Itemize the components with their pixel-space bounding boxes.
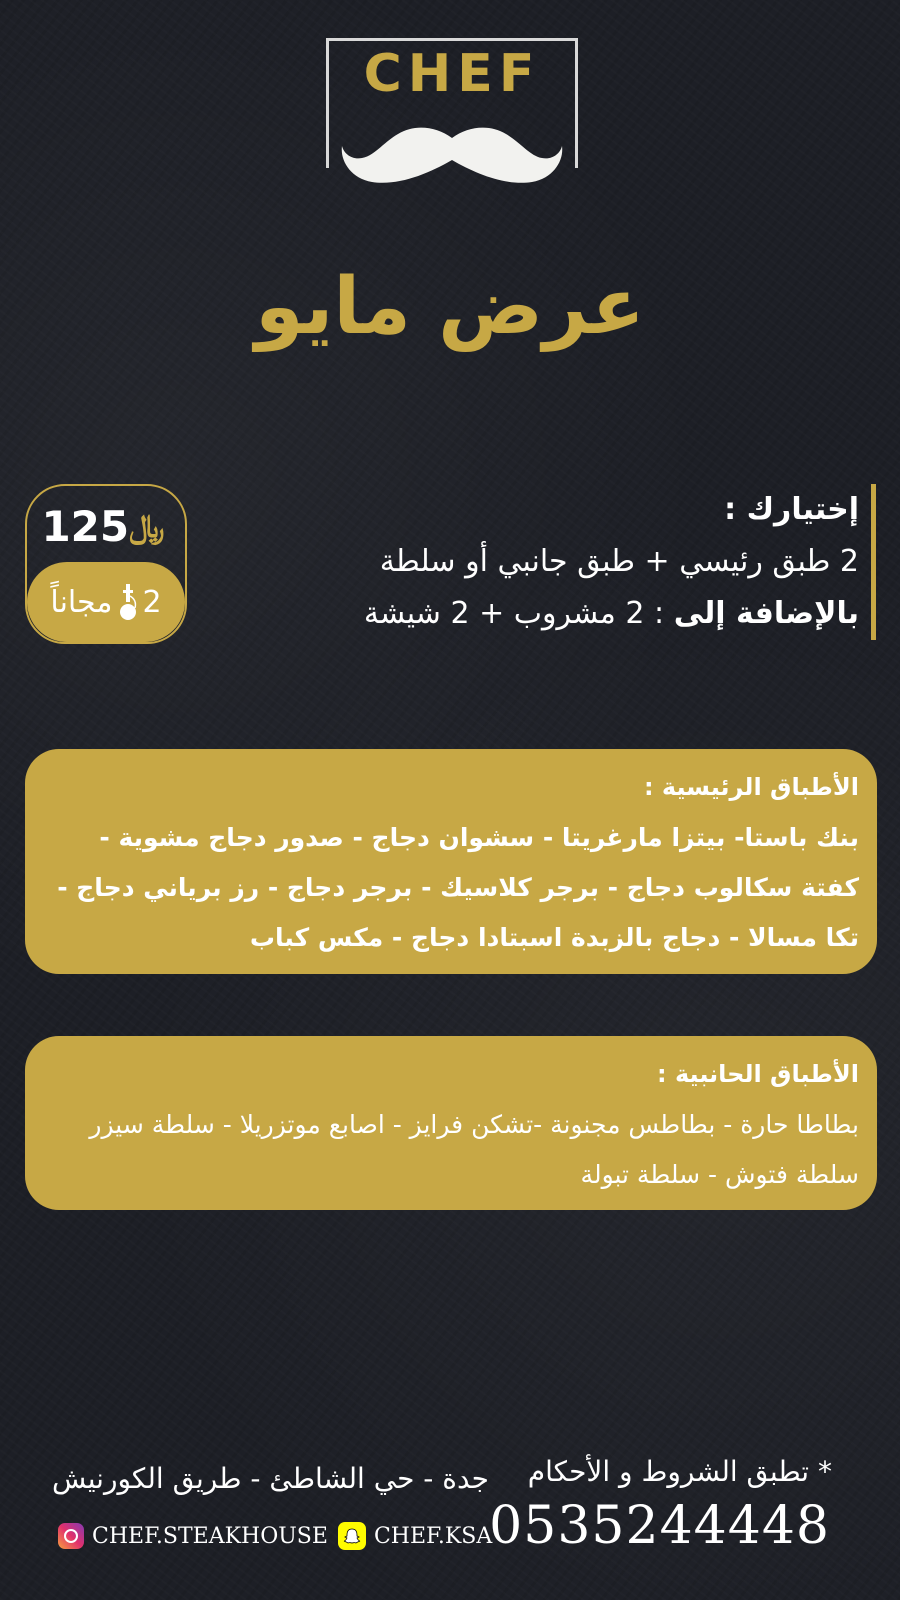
phone-number[interactable]: 0535244448: [489, 1496, 830, 1556]
free-label: مجاناً: [50, 584, 113, 620]
side-dishes-title: الأطباق الحانبية :: [657, 1060, 859, 1088]
main-dishes-list: بنك باستا- بيتزا مارغريتا - سشوان دجاج - صدور دجاج مشوية - كفتة سكالوب دجاج - برجر كلاسيك - برجر دجاج - رز برياني دجاج - تكا مسالا - دجاج بالزبدة اسبتادا دجاج - مكس كباب: [57, 823, 859, 952]
riyal-currency-icon: ﷼: [129, 506, 165, 545]
chef-logo: [326, 38, 578, 168]
hookah-icon: [117, 582, 139, 622]
free-count: 2: [142, 584, 162, 620]
price-badge: [25, 484, 187, 644]
main-dishes-box: [25, 749, 877, 974]
offer-extras: بالإضافة إلى : 2 مشروب + 2 شيشة: [363, 596, 859, 631]
price-amount: 125: [41, 501, 130, 551]
terms-note: * تطبق الشروط و الأحكام: [527, 1455, 832, 1488]
snapchat-handle: CHEF.KSA: [373, 1523, 493, 1549]
instagram-link[interactable]: [58, 1523, 328, 1549]
mustache-icon: [340, 120, 564, 190]
instagram-handle: CHEF.STEAKHOUSE: [92, 1523, 328, 1549]
snapchat-link[interactable]: [338, 1522, 492, 1550]
address: جدة - حي الشاطئ - طريق الكورنيش: [52, 1462, 489, 1495]
side-dishes-box: [25, 1036, 877, 1210]
free-hookah-badge: [27, 562, 185, 642]
offer-title: عرض مايو: [255, 262, 645, 352]
offer-choice-label: إختيارك :: [724, 492, 859, 527]
instagram-icon: [58, 1523, 84, 1549]
price-amount-row: [27, 486, 185, 566]
offer-choice-items: 2 طبق رئيسي + طبق جانبي أو سلطة: [379, 544, 859, 579]
main-dishes-title: الأطباق الرئيسية :: [643, 773, 859, 801]
offer-details: [276, 484, 876, 640]
logo-text: CHEF: [363, 44, 541, 104]
side-dishes-list: بطاطا حارة - بطاطس مجنونة -تشكن فرايز - اصابع موتزريلا - سلطة سيزر سلطة فتوش - سلطة تبولة: [89, 1110, 859, 1189]
social-links: [58, 1522, 492, 1550]
snapchat-icon: [338, 1522, 366, 1550]
